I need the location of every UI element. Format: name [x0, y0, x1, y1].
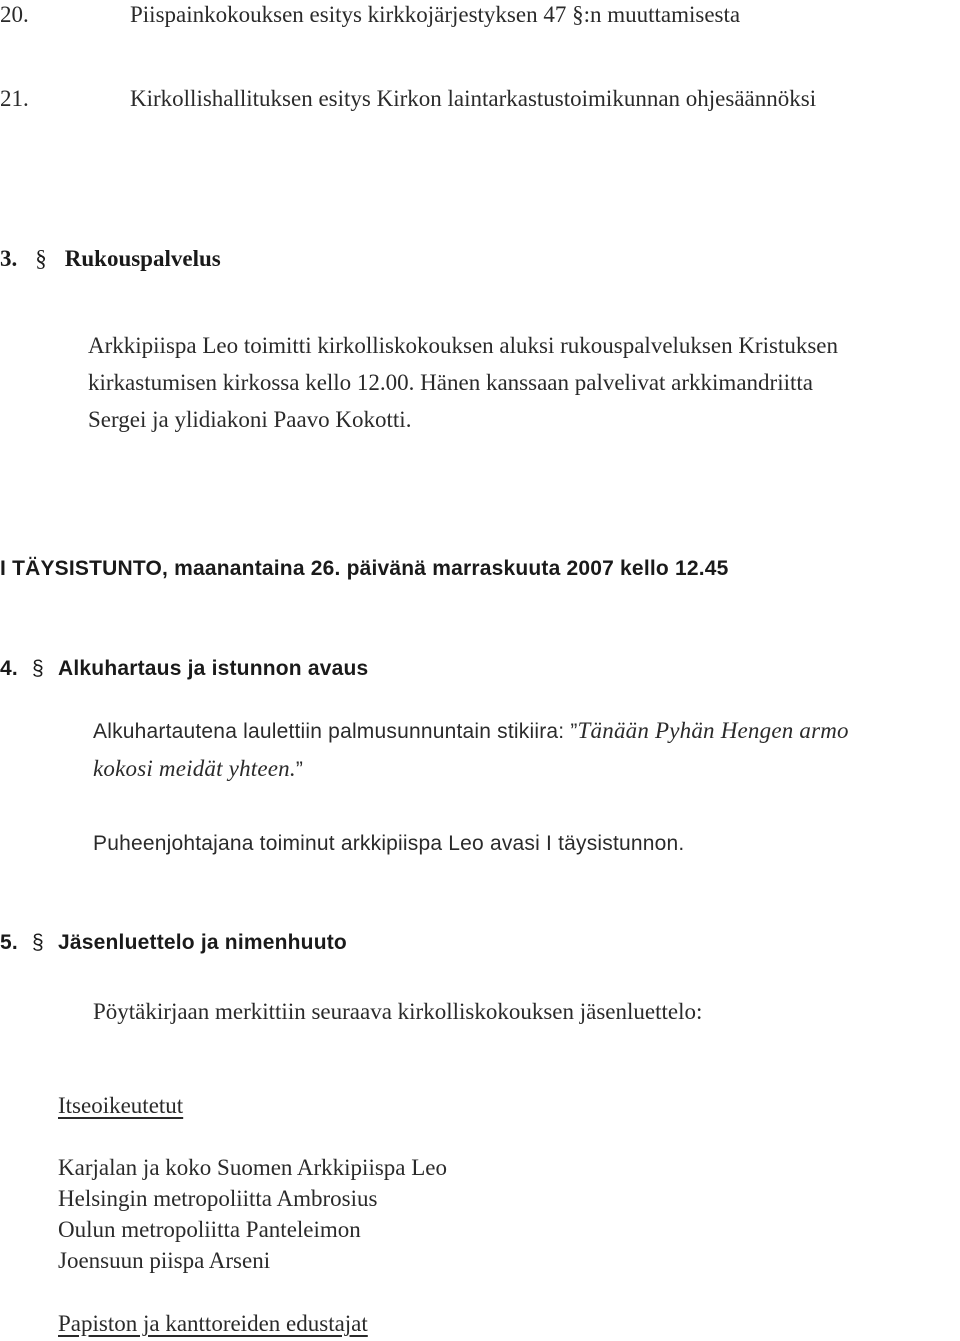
section-5-heading	[0, 928, 347, 958]
member-list-item: Karjalan ja koko Suomen Arkkipiispa Leo	[58, 1155, 448, 1180]
section-number: 5.	[0, 931, 18, 954]
session-heading: I TÄYSISTUNTO, maanantaina 26. päivänä marraskuuta 2007 kello 12.45	[0, 557, 729, 580]
section-4-line-3: Puheenjohtajana toiminut arkkipiispa Leo avasi I täysistunnon.	[93, 832, 685, 855]
section-3-line-1: Arkkipiispa Leo toimitti kirkolliskokouksen aluksi rukouspalveluksen Kristuksen	[88, 333, 838, 358]
hymn-closing-quote: ”	[295, 758, 304, 781]
agenda-item-number: 21.	[0, 86, 29, 111]
section-number: 4.	[0, 657, 18, 680]
section-4-line-2	[93, 754, 303, 785]
group-title-papisto: Papiston ja kanttoreiden edustajat	[58, 1311, 368, 1336]
section-sign: §	[32, 931, 44, 954]
agenda-item-text: Piispainkokouksen esitys kirkkojärjestyksen 47 §:n muuttamisesta	[130, 2, 741, 27]
section-3-line-3: Sergei ja ylidiakoni Paavo Kokotti.	[88, 407, 412, 432]
section-sign: §	[32, 657, 44, 680]
member-list-item: Oulun metropoliitta Panteleimon	[58, 1217, 361, 1242]
member-list-item: Helsingin metropoliitta Ambrosius	[58, 1186, 378, 1211]
hymn-title-part-2: kokosi meidät yhteen.	[93, 756, 296, 781]
agenda-item-number: 20.	[0, 2, 29, 27]
section-title: Rukouspalvelus	[64, 246, 221, 271]
section-3-heading	[0, 244, 221, 274]
section-title: Jäsenluettelo ja nimenhuuto	[58, 931, 347, 954]
section-title: Alkuhartaus ja istunnon avaus	[58, 657, 369, 680]
section-4-line-1	[93, 716, 849, 747]
section-5-intro: Pöytäkirjaan merkittiin seuraava kirkolliskokouksen jäsenluettelo:	[93, 999, 703, 1024]
group-title-itseoikeutetut: Itseoikeutetut	[58, 1093, 184, 1118]
section-4-heading	[0, 654, 368, 684]
agenda-item-text: Kirkollishallituksen esitys Kirkon laintarkastustoimikunnan ohjesäännöksi	[130, 86, 817, 111]
section-sign: §	[35, 246, 47, 271]
member-list-item: Joensuun piispa Arseni	[58, 1248, 271, 1273]
hymn-title-part-1: Tänään Pyhän Hengen armo	[577, 718, 849, 743]
hymn-intro: Alkuhartautena laulettiin palmusunnuntain stikiira: ”	[93, 720, 578, 743]
section-3-line-2: kirkastumisen kirkossa kello 12.00. Hänen kanssaan palvelivat arkkimandriitta	[88, 370, 813, 395]
section-number: 3.	[0, 246, 18, 271]
